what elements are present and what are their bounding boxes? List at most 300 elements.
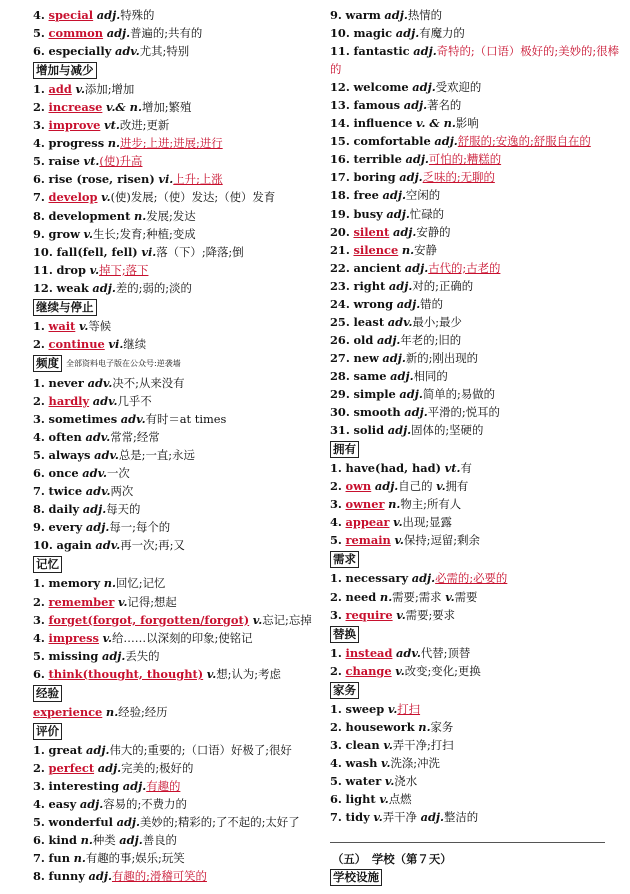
- entry-number: 1.: [33, 375, 45, 390]
- category-heading-row: [33, 722, 323, 740]
- part-of-speech: adv.: [82, 466, 108, 481]
- part-of-speech: v.: [395, 663, 405, 678]
- headword: comfortable: [353, 134, 431, 149]
- vocab-entry: [330, 78, 622, 96]
- category-heading: 需求: [330, 551, 359, 568]
- entry-number: 4.: [33, 797, 45, 812]
- vocab-entry: [330, 42, 622, 78]
- entry-number: 6.: [33, 44, 45, 59]
- part-of-speech: adj.: [97, 760, 122, 775]
- meaning: 一次: [107, 466, 130, 481]
- meaning: 影响: [455, 116, 479, 131]
- headword: have(had, had): [345, 461, 442, 476]
- part-of-speech: vt.: [103, 118, 120, 133]
- entry-number: 2.: [330, 663, 342, 678]
- part-of-speech: adj.: [399, 170, 423, 185]
- category-heading: 经验: [33, 685, 62, 702]
- category-heading-row: [330, 550, 622, 568]
- entry-number: 11.: [330, 44, 350, 59]
- vocab-entry: [33, 410, 323, 428]
- entry-number: 10.: [33, 244, 53, 259]
- entry-number: 27.: [330, 350, 350, 365]
- meaning: 最小;最少: [412, 314, 462, 329]
- part-of-speech: adj.: [395, 26, 420, 41]
- entry-number: 9.: [330, 8, 342, 22]
- vocab-entry: [33, 116, 323, 134]
- part-of-speech: v.: [394, 533, 404, 548]
- vocab-entry: [33, 777, 323, 795]
- headword: interesting: [48, 778, 120, 793]
- meaning: 可怕的;糟糕的: [428, 152, 502, 167]
- vocab-entry: [33, 813, 323, 831]
- entry-number: 5.: [330, 773, 342, 788]
- part-of-speech: adj.: [390, 368, 414, 383]
- part-of-speech: adv.: [114, 44, 140, 59]
- vocab-entry: [330, 385, 622, 403]
- meaning: 点燃: [388, 792, 412, 807]
- vocab-entry: [330, 277, 622, 295]
- headword: rise (rose, risen): [48, 172, 155, 187]
- headword: influence: [353, 116, 413, 131]
- headword: improve: [48, 118, 101, 133]
- meaning: 物主;所有人: [400, 497, 462, 512]
- meaning: 有: [460, 461, 472, 476]
- headword: once: [48, 466, 79, 481]
- part-of-speech: adj.: [85, 520, 110, 535]
- meaning: 几乎不: [117, 393, 152, 408]
- meaning: 需要;需求: [392, 589, 442, 604]
- vocab-entry: [33, 518, 323, 536]
- headword: terrible: [353, 152, 402, 167]
- meaning: 有趣的;滑稽可笑的: [111, 869, 207, 884]
- vocab-entry: [33, 665, 323, 683]
- meaning: 需要: [454, 589, 478, 604]
- vocab-entry: [330, 754, 622, 772]
- headword: increase: [48, 100, 103, 115]
- vocab-entry: [330, 772, 622, 790]
- headword: necessary: [345, 571, 409, 586]
- section-block: [330, 850, 620, 886]
- part-of-speech: v.: [387, 701, 398, 716]
- headword: common: [48, 26, 104, 41]
- entry-number: 5.: [330, 533, 342, 548]
- meaning: (使)升高: [99, 154, 143, 169]
- part-of-speech: v.: [101, 190, 111, 205]
- entry-number: 18.: [330, 188, 350, 203]
- entry-number: 10.: [330, 26, 350, 41]
- vocab-entry: [33, 593, 323, 611]
- headword: easy: [48, 797, 77, 812]
- entry-number: 1.: [330, 461, 342, 476]
- vocab-entry: [330, 569, 622, 587]
- meaning: 著名的: [427, 98, 462, 113]
- vocab-entry: [330, 459, 622, 477]
- meaning: 生长;发育;种植;变成: [92, 226, 196, 241]
- meaning: 有趣的事;娱乐;玩笑: [85, 851, 185, 866]
- headword: least: [353, 314, 385, 329]
- entry-number: 30.: [330, 405, 350, 420]
- vocab-entry: [330, 421, 622, 439]
- entry-number: 16.: [330, 152, 350, 167]
- meaning: 固体的;坚硬的: [411, 423, 484, 438]
- meaning: 增加;繁殖: [141, 100, 192, 115]
- headword: clean: [345, 737, 380, 752]
- vocab-entry: [330, 606, 622, 624]
- part-of-speech: v.: [436, 479, 446, 494]
- entry-number: 3.: [330, 497, 342, 512]
- vocab-entry: [330, 132, 622, 150]
- entry-number: 22.: [330, 260, 350, 275]
- meaning: 需要;要求: [405, 607, 456, 622]
- vocab-entry: [33, 207, 323, 225]
- headword: experience: [33, 704, 103, 719]
- part-of-speech: v.: [206, 666, 217, 681]
- entry-number: 2.: [33, 760, 45, 775]
- part-of-speech: adj.: [119, 833, 143, 848]
- vocab-entry: [330, 223, 622, 241]
- part-of-speech: adv.: [87, 375, 113, 390]
- part-of-speech: v.: [117, 594, 128, 609]
- entry-number: 5.: [33, 815, 45, 830]
- entry-number: 1.: [33, 318, 45, 333]
- meaning: 掉下;落下: [99, 262, 149, 277]
- headword: water: [345, 773, 382, 788]
- vocab-entry: [330, 150, 622, 168]
- meaning: 代替;顶替: [420, 645, 471, 660]
- part-of-speech: adj.: [382, 350, 406, 365]
- part-of-speech: vi.: [108, 336, 124, 351]
- category-heading-row: [33, 555, 323, 573]
- part-of-speech: v.& n.: [106, 100, 142, 115]
- meaning: 家务: [430, 719, 454, 734]
- vocab-entry: [33, 188, 323, 206]
- headword: often: [48, 430, 82, 445]
- category-heading-row: [33, 61, 323, 79]
- vocab-entry: [33, 741, 323, 759]
- entry-number: 12.: [33, 280, 53, 295]
- vocab-entry: [33, 831, 323, 849]
- meaning: 记得;想起: [127, 594, 177, 609]
- part-of-speech: adj.: [116, 815, 140, 830]
- vocab-entry: [330, 24, 622, 42]
- category-heading: 增加与减少: [33, 62, 97, 79]
- category-heading-row: [330, 681, 622, 699]
- vocab-entry: [330, 403, 622, 421]
- vocab-entry: [330, 736, 622, 754]
- entry-number: 2.: [33, 594, 45, 609]
- vocab-entry: [33, 134, 323, 152]
- part-of-speech: vi.: [141, 244, 157, 259]
- category-heading-row: [330, 440, 622, 458]
- entry-number: 1.: [33, 576, 45, 591]
- meaning: 有趣的: [146, 778, 181, 793]
- meaning: 普遍的;共有的: [130, 26, 203, 41]
- vocab-entry: [33, 795, 323, 813]
- part-of-speech: v.: [102, 630, 113, 645]
- meaning: 安静: [414, 242, 437, 257]
- headword: require: [345, 607, 393, 622]
- part-of-speech: adj.: [405, 152, 429, 167]
- category-heading-row: [33, 298, 323, 316]
- headword: think(thought, thought): [48, 666, 204, 681]
- part-of-speech: n.: [379, 589, 393, 604]
- headword: weak: [56, 280, 89, 295]
- part-of-speech: adj.: [96, 8, 121, 22]
- meaning: 忘记;忘掉: [262, 612, 312, 627]
- headword: appear: [345, 515, 390, 530]
- headword: missing: [48, 648, 99, 663]
- category-heading-row: [33, 354, 323, 373]
- vocab-entry: [330, 790, 622, 808]
- entry-number: 4.: [33, 630, 45, 645]
- entry-number: 12.: [330, 80, 350, 95]
- vocab-entry: [33, 98, 323, 116]
- headword: twice: [48, 484, 83, 499]
- vocab-entry: [330, 168, 622, 186]
- headword: continue: [48, 336, 105, 351]
- category-heading: 拥有: [330, 441, 359, 458]
- part-of-speech: adj.: [376, 332, 401, 347]
- entry-number: 8.: [33, 869, 45, 884]
- meaning: 落（下）;降落;倒: [156, 244, 244, 259]
- category-heading-row: [330, 625, 622, 643]
- meaning: 常常;经常: [110, 430, 160, 445]
- entry-number: 15.: [330, 134, 350, 149]
- vocab-entry: [33, 243, 323, 261]
- entry-number: 7.: [33, 851, 45, 866]
- vocab-entry: [330, 477, 622, 495]
- headword: housework: [345, 719, 415, 734]
- vocab-entry: [33, 261, 323, 279]
- vocab-entry: [330, 531, 622, 549]
- vocab-entry: [330, 588, 622, 606]
- headword: right: [353, 278, 386, 293]
- part-of-speech: n.: [418, 719, 431, 734]
- entry-number: 4.: [330, 755, 342, 770]
- meaning: 回忆;记忆: [115, 576, 166, 591]
- part-of-speech: v.: [75, 82, 85, 97]
- part-of-speech: v. & n.: [415, 116, 456, 131]
- meaning: 乏味的;无聊的: [422, 170, 495, 185]
- vocab-entry: [33, 374, 323, 392]
- vocab-entry: [33, 849, 323, 867]
- headword: remain: [345, 533, 391, 548]
- part-of-speech: adj.: [374, 479, 399, 494]
- meaning: 差的;弱的;淡的: [115, 280, 192, 295]
- vocab-entry: [33, 629, 323, 647]
- part-of-speech: adj.: [386, 206, 410, 221]
- part-of-speech: adj.: [122, 778, 147, 793]
- part-of-speech: v.: [379, 792, 389, 807]
- vocab-entry: [330, 295, 622, 313]
- headword: need: [345, 589, 377, 604]
- meaning: 继续: [123, 336, 147, 351]
- meaning: 进步;上进;进展;进行: [120, 136, 223, 151]
- entry-number: 14.: [330, 116, 350, 131]
- entry-number: 2.: [330, 479, 342, 494]
- meaning: 空闲的: [405, 188, 441, 203]
- headword: daily: [48, 502, 80, 517]
- headword: special: [48, 8, 94, 22]
- headword: sometimes: [48, 412, 118, 427]
- entry-number: 5.: [33, 26, 45, 41]
- vocab-entry: [330, 495, 622, 513]
- part-of-speech: adj.: [396, 296, 421, 311]
- headword: famous: [353, 98, 401, 113]
- part-of-speech: adv.: [85, 430, 111, 445]
- entry-number: 13.: [330, 98, 350, 113]
- part-of-speech: n.: [73, 851, 86, 866]
- meaning: 弄干净: [382, 810, 417, 825]
- headword: warm: [345, 8, 381, 22]
- part-of-speech: v.: [384, 773, 395, 788]
- vocab-entry: [33, 335, 323, 353]
- category-heading-row: [33, 684, 323, 702]
- vocab-entry: [330, 241, 622, 259]
- headword: change: [345, 663, 392, 678]
- meaning: 自己的: [398, 479, 433, 494]
- entry-number: 1.: [330, 645, 342, 660]
- headword: again: [56, 538, 92, 553]
- meaning: 古代的;古老的: [428, 260, 501, 275]
- meaning: 善良的: [142, 833, 177, 848]
- headword: raise: [48, 154, 80, 169]
- headword: forget(forgot, forgotten/forgot): [48, 612, 250, 627]
- meaning: 出现;显露: [402, 515, 452, 530]
- entry-number: 2.: [33, 393, 45, 408]
- vocab-entry: [330, 644, 622, 662]
- headword: always: [48, 448, 91, 463]
- headword: develop: [48, 190, 98, 205]
- part-of-speech: vi.: [158, 172, 174, 187]
- entry-number: 6.: [330, 792, 342, 807]
- meaning: 浇水: [394, 773, 418, 788]
- meaning: 打扫: [397, 701, 421, 716]
- meaning: 给……以深刻的印象;使铭记: [112, 630, 253, 645]
- meaning: 必需的;必要的: [435, 571, 508, 586]
- part-of-speech: v.: [252, 612, 263, 627]
- headword: kind: [48, 833, 77, 848]
- headword: never: [48, 375, 84, 390]
- entry-number: 6.: [33, 466, 45, 481]
- entry-number: 6.: [33, 666, 45, 681]
- headword: fall(fell, fell): [56, 244, 138, 259]
- vocab-entry: [330, 6, 622, 24]
- vocab-entry: [330, 186, 622, 204]
- vocab-entry: [33, 225, 323, 243]
- headword: tidy: [345, 810, 370, 825]
- part-of-speech: n.: [388, 497, 401, 512]
- section-divider: [330, 842, 605, 843]
- part-of-speech: n.: [80, 833, 93, 848]
- headword: funny: [48, 869, 85, 884]
- category-heading: 评价: [33, 723, 62, 740]
- vocab-entry: [330, 808, 622, 826]
- part-of-speech: adv.: [85, 484, 111, 499]
- vocab-entry: [33, 611, 323, 629]
- meaning: 热情的: [407, 8, 443, 22]
- vocab-entry: [330, 349, 622, 367]
- meaning: (使)发展;（使）发达;（使）发育: [110, 190, 276, 205]
- headword: especially: [48, 44, 112, 59]
- meaning: 上升;上涨: [173, 172, 223, 187]
- headword: every: [48, 520, 83, 535]
- part-of-speech: adv.: [396, 645, 421, 660]
- headword: wait: [48, 318, 76, 333]
- headword: welcome: [353, 80, 409, 95]
- part-of-speech: adv.: [387, 314, 413, 329]
- part-of-speech: adj.: [88, 869, 112, 884]
- meaning: 美妙的;精彩的;了不起的;太好了: [140, 815, 300, 830]
- meaning: 种类: [92, 833, 116, 848]
- vocab-entry: [33, 152, 323, 170]
- vocab-entry: [33, 536, 323, 554]
- vocab-entry: [330, 114, 622, 132]
- meaning: 每天的: [106, 502, 141, 517]
- part-of-speech: adj.: [82, 502, 107, 517]
- part-of-speech: n.: [107, 136, 121, 151]
- part-of-speech: n.: [401, 242, 415, 257]
- category-heading: 继续与停止: [33, 299, 97, 316]
- entry-number: 4.: [33, 136, 45, 151]
- category-heading: 频度: [33, 355, 62, 372]
- meaning: 特殊的: [120, 8, 155, 22]
- meaning: 保持;逗留;剩余: [403, 533, 480, 548]
- entry-number: 6.: [33, 833, 45, 848]
- meaning: 错的: [420, 296, 443, 311]
- part-of-speech: adj.: [403, 98, 428, 113]
- headword: busy: [353, 206, 383, 221]
- part-of-speech: n.: [105, 704, 119, 719]
- vocab-entry: [330, 313, 622, 331]
- vocab-entry: [330, 96, 622, 114]
- entry-number: 1.: [33, 742, 45, 757]
- entry-number: 2.: [33, 100, 45, 115]
- part-of-speech: adv.: [94, 448, 119, 463]
- left-column: [33, 6, 323, 885]
- entry-number: 5.: [33, 154, 45, 169]
- meaning: 每一;每个的: [109, 520, 171, 535]
- entry-number: 19.: [330, 206, 350, 221]
- part-of-speech: adj.: [434, 134, 458, 149]
- part-of-speech: adj.: [384, 8, 408, 22]
- headword: development: [48, 208, 131, 223]
- meaning: 有魔力的: [419, 26, 465, 41]
- headword: impress: [48, 630, 99, 645]
- part-of-speech: v.: [83, 226, 93, 241]
- part-of-speech: v.: [396, 607, 406, 622]
- headword: solid: [353, 423, 385, 438]
- vocab-entry: [33, 24, 323, 42]
- vocab-entry: [33, 42, 323, 60]
- vocab-entry: [33, 80, 323, 98]
- vocab-entry: [330, 700, 622, 718]
- headword: same: [353, 368, 387, 383]
- meaning: 想;认为;考虑: [216, 666, 281, 681]
- part-of-speech: adj.: [382, 188, 406, 203]
- section-title: （五） 学校（第７天）: [332, 852, 452, 866]
- part-of-speech: vt.: [444, 461, 461, 476]
- part-of-speech: v.: [89, 262, 100, 277]
- part-of-speech: adj.: [92, 280, 116, 295]
- headword: grow: [48, 226, 80, 241]
- part-of-speech: v.: [393, 515, 403, 530]
- headword: perfect: [48, 760, 95, 775]
- part-of-speech: adj.: [388, 278, 413, 293]
- meaning: 再一次;再;又: [120, 538, 185, 553]
- part-of-speech: adj.: [101, 648, 126, 663]
- headword: wonderful: [48, 815, 113, 830]
